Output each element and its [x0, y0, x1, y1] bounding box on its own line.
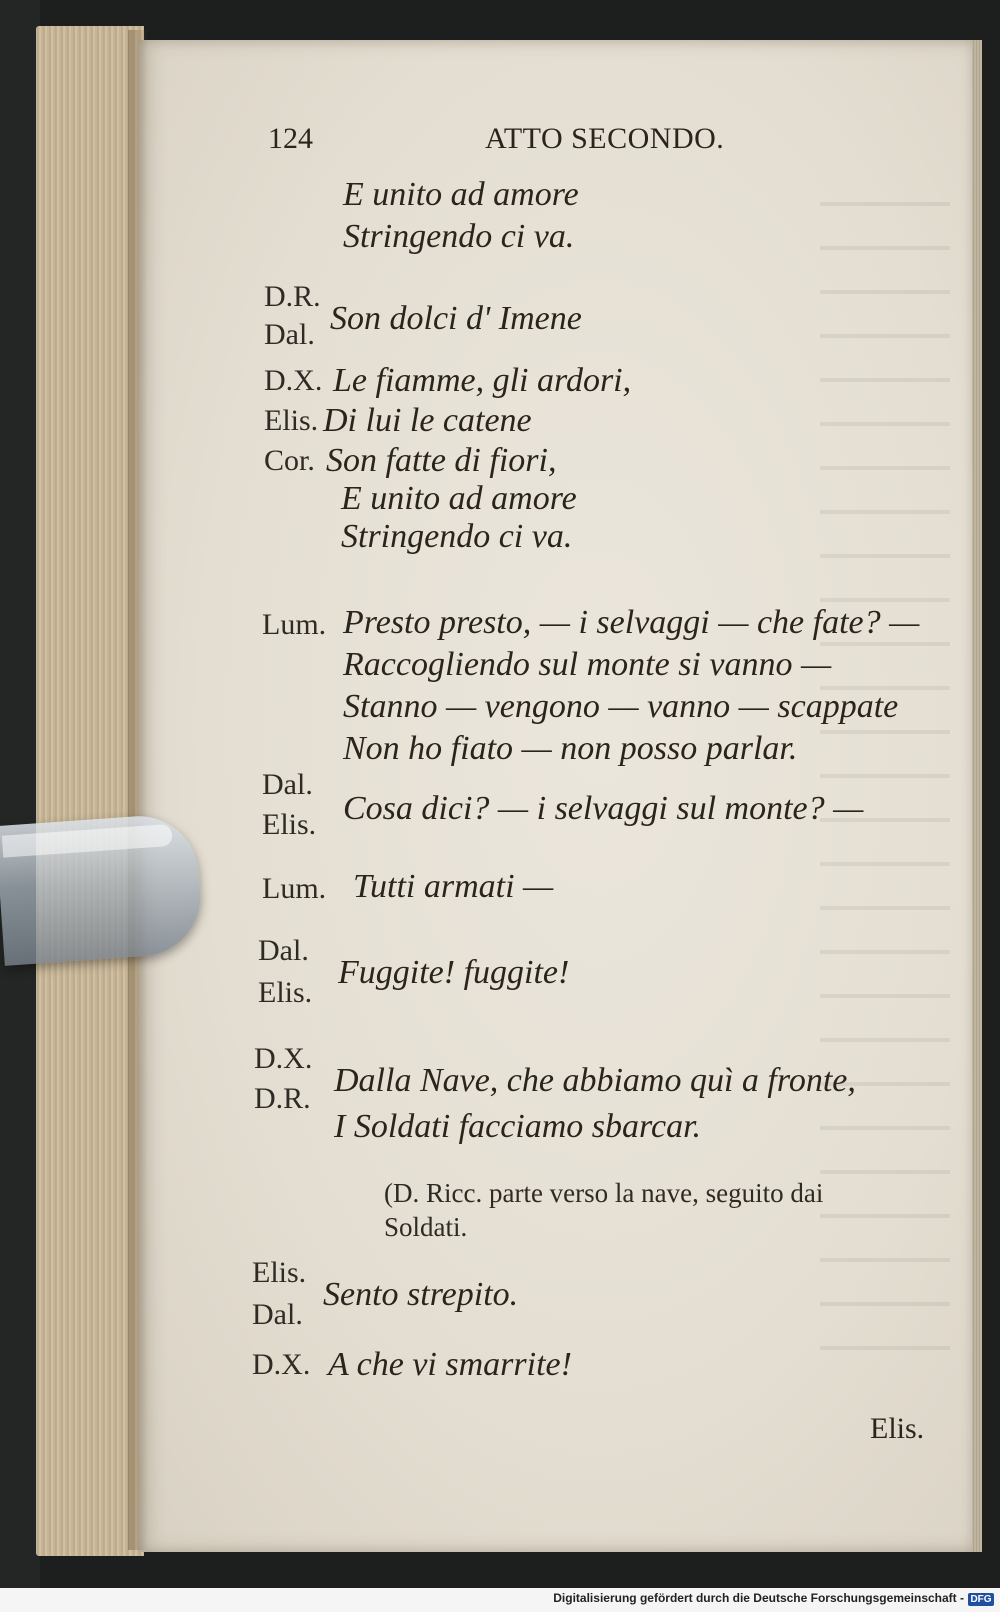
verse-line: Dalla Nave, che abbiamo quì a fronte,: [334, 1062, 856, 1099]
footer-bar: [0, 1588, 1000, 1612]
page-number: 124: [268, 122, 313, 155]
speaker-label: Dal.: [264, 318, 315, 351]
speaker-label: D.R.: [264, 280, 321, 313]
backdrop: [0, 0, 40, 1612]
verse-line: A che vi smarrite!: [328, 1346, 572, 1383]
verse-line: E unito ad amore: [343, 176, 579, 213]
speaker-label: Lum.: [262, 872, 327, 905]
speaker-label: Dal.: [252, 1298, 303, 1331]
book-right-edge: [972, 40, 982, 1552]
verse-line: Son dolci d' Imene: [330, 300, 582, 337]
speaker-label: Dal.: [258, 934, 309, 967]
running-head: ATTO SECONDO.: [485, 122, 725, 155]
verse-line: Non ho fiato — non posso parlar.: [343, 730, 798, 767]
speaker-label: Elis.: [264, 404, 319, 437]
verse-line: Tutti armati —: [353, 868, 554, 905]
verse-line: Cosa dici? — i selvaggi sul monte? —: [343, 790, 864, 827]
verse-line: Fuggite! fuggite!: [338, 954, 570, 991]
speaker-label: Elis.: [262, 808, 317, 841]
speaker-label: Elis.: [258, 976, 313, 1009]
glass-page-weight: [0, 812, 204, 966]
verse-line: Stringendo ci va.: [343, 218, 575, 255]
verse-line: Stanno — vengono — vanno — scappate: [343, 688, 899, 725]
verse-line: Sento strepito.: [323, 1276, 519, 1313]
spine-shadow: [128, 30, 148, 1550]
speaker-label: D.X.: [252, 1348, 311, 1381]
dfg-logo[interactable]: DFG: [968, 1593, 994, 1606]
verse-line: E unito ad amore: [341, 480, 577, 517]
stage-direction: Soldati.: [384, 1212, 468, 1242]
verse-line: Di lui le catene: [323, 402, 532, 439]
speaker-label: Elis.: [252, 1256, 307, 1289]
footer-credit: Digitalisierung gefördert durch die Deutsche Forschungsgemeinschaft -: [553, 1591, 964, 1605]
verse-line: Le fiamme, gli ardori,: [333, 362, 632, 399]
verse-line: Son fatte di fiori,: [326, 442, 557, 479]
speaker-label: Lum.: [262, 608, 327, 641]
speaker-label: Cor.: [264, 444, 315, 477]
speaker-label: D.X.: [264, 364, 323, 397]
verse-line: Raccogliendo sul monte si vanno —: [343, 646, 832, 683]
show-through-text: [820, 180, 950, 1380]
speaker-label: D.X.: [254, 1042, 313, 1075]
stage-direction: (D. Ricc. parte verso la nave, seguito dai: [384, 1178, 824, 1208]
speaker-label: Dal.: [262, 768, 313, 801]
speaker-label: D.R.: [254, 1082, 311, 1115]
verse-line: I Soldati facciamo sbarcar.: [334, 1108, 702, 1145]
catchword: Elis.: [870, 1412, 925, 1445]
verse-line: Stringendo ci va.: [341, 518, 573, 555]
verse-line: Presto presto, — i selvaggi — che fate? —: [343, 604, 920, 641]
